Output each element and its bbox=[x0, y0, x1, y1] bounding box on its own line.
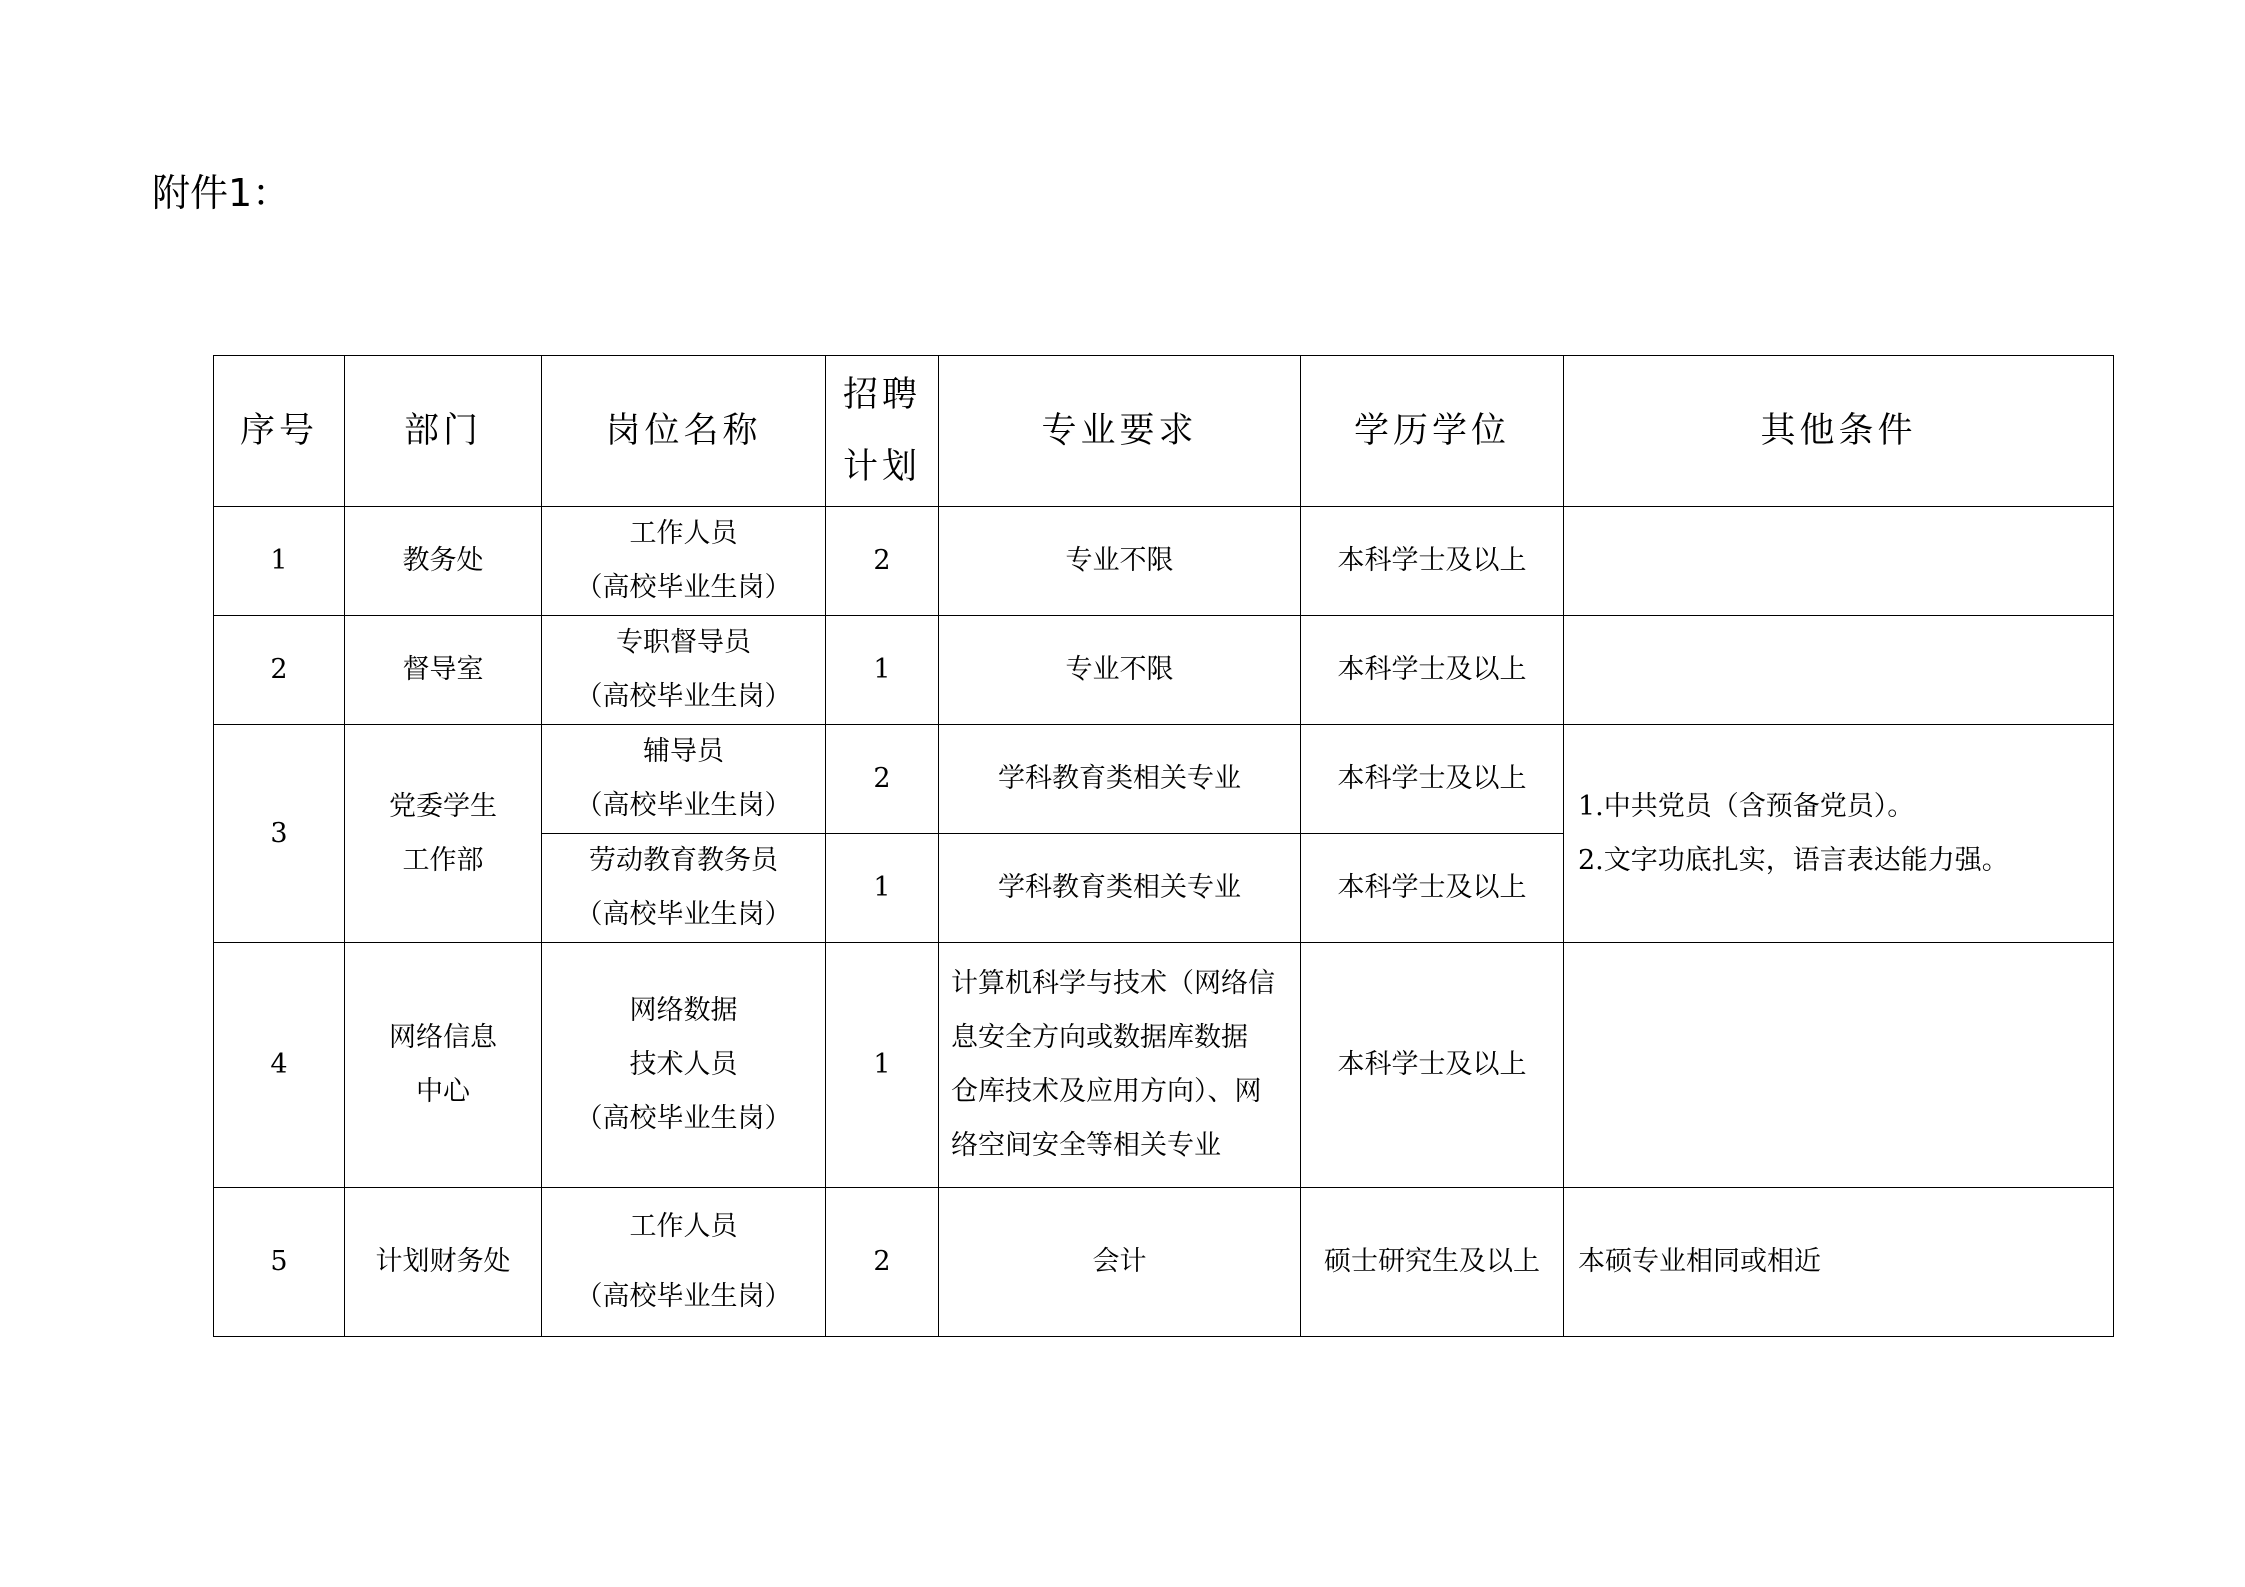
cell-edu: 本科学士及以上 bbox=[1301, 834, 1564, 943]
table-row bbox=[214, 943, 2114, 1188]
cell-dept bbox=[345, 943, 542, 1188]
cell-edu: 本科学士及以上 bbox=[1301, 943, 1564, 1188]
major-line: 计算机科学与技术（网络信 bbox=[951, 968, 1275, 999]
post-name: 工作人员 bbox=[629, 518, 738, 549]
dept-line1: 党委学生 bbox=[389, 790, 497, 822]
cell-major: 专业不限 bbox=[939, 616, 1301, 725]
dept-line2: 工作部 bbox=[402, 844, 484, 876]
cell-major: 学科教育类相关专业 bbox=[939, 725, 1301, 834]
header-post: 岗位名称 bbox=[542, 356, 826, 507]
other-line1: 1.中共党员（含预备党员）。 bbox=[1578, 790, 1915, 822]
cell-dept: 督导室 bbox=[345, 616, 542, 725]
cell-dept: 教务处 bbox=[345, 507, 542, 616]
major-line: 仓库技术及应用方向）、网 bbox=[951, 1076, 1262, 1107]
table-row bbox=[214, 507, 2114, 616]
cell-plan: 2 bbox=[826, 1188, 939, 1337]
post-name: 劳动教育教务员 bbox=[589, 845, 778, 876]
header-plan-line2: 计划 bbox=[842, 447, 921, 487]
header-row bbox=[214, 356, 2114, 507]
cell-plan: 2 bbox=[826, 507, 939, 616]
post-name-line2: 技术人员 bbox=[629, 1049, 738, 1080]
cell-edu: 本科学士及以上 bbox=[1301, 507, 1564, 616]
header-major: 专业要求 bbox=[939, 356, 1301, 507]
table-row bbox=[214, 616, 2114, 725]
header-seq: 序号 bbox=[214, 356, 345, 507]
table-row bbox=[214, 1188, 2114, 1337]
cell-post bbox=[542, 725, 826, 834]
post-name: 工作人员 bbox=[629, 1211, 738, 1242]
cell-edu: 本科学士及以上 bbox=[1301, 725, 1564, 834]
cell-seq: 3 bbox=[214, 725, 345, 943]
post-name: 专职督导员 bbox=[616, 627, 751, 658]
cell-plan: 1 bbox=[826, 943, 939, 1188]
post-type: （高校毕业生岗） bbox=[575, 572, 792, 603]
post-type: （高校毕业生岗） bbox=[575, 790, 792, 821]
cell-seq: 1 bbox=[214, 507, 345, 616]
cell-other bbox=[1564, 507, 2114, 616]
post-type: （高校毕业生岗） bbox=[575, 1103, 792, 1134]
header-dept: 部门 bbox=[345, 356, 542, 507]
header-plan-line1: 招聘 bbox=[842, 375, 921, 415]
dept-line2: 中心 bbox=[416, 1076, 470, 1107]
table-row bbox=[214, 725, 2114, 834]
post-type: （高校毕业生岗） bbox=[575, 899, 792, 930]
cell-seq: 4 bbox=[214, 943, 345, 1188]
post-name-line1: 网络数据 bbox=[629, 995, 738, 1026]
cell-post bbox=[542, 1188, 826, 1337]
recruitment-table bbox=[213, 355, 2114, 1337]
header-plan bbox=[826, 356, 939, 507]
post-type: （高校毕业生岗） bbox=[575, 1281, 792, 1312]
cell-post bbox=[542, 943, 826, 1188]
cell-other bbox=[1564, 943, 2114, 1188]
cell-dept: 计划财务处 bbox=[345, 1188, 542, 1337]
post-type: （高校毕业生岗） bbox=[575, 681, 792, 712]
cell-post bbox=[542, 507, 826, 616]
cell-other bbox=[1564, 616, 2114, 725]
cell-major: 专业不限 bbox=[939, 507, 1301, 616]
cell-seq: 5 bbox=[214, 1188, 345, 1337]
cell-major bbox=[939, 943, 1301, 1188]
header-other: 其他条件 bbox=[1564, 356, 2114, 507]
cell-other: 本硕专业相同或相近 bbox=[1564, 1188, 2114, 1337]
cell-plan: 1 bbox=[826, 834, 939, 943]
cell-edu: 硕士研究生及以上 bbox=[1301, 1188, 1564, 1337]
attachment-title: 附件1： bbox=[152, 171, 291, 215]
cell-dept bbox=[345, 725, 542, 943]
cell-post bbox=[542, 616, 826, 725]
major-line: 息安全方向或数据库数据 bbox=[951, 1022, 1248, 1053]
cell-major: 学科教育类相关专业 bbox=[939, 834, 1301, 943]
cell-major: 会计 bbox=[939, 1188, 1301, 1337]
cell-other bbox=[1564, 725, 2114, 943]
dept-line1: 网络信息 bbox=[389, 1022, 497, 1053]
cell-post bbox=[542, 834, 826, 943]
header-edu: 学历学位 bbox=[1301, 356, 1564, 507]
cell-plan: 1 bbox=[826, 616, 939, 725]
major-line: 络空间安全等相关专业 bbox=[951, 1130, 1221, 1161]
post-name: 辅导员 bbox=[643, 736, 724, 767]
other-line2: 2.文字功底扎实，语言表达能力强。 bbox=[1578, 844, 2009, 876]
cell-edu: 本科学士及以上 bbox=[1301, 616, 1564, 725]
cell-plan: 2 bbox=[826, 725, 939, 834]
cell-seq: 2 bbox=[214, 616, 345, 725]
